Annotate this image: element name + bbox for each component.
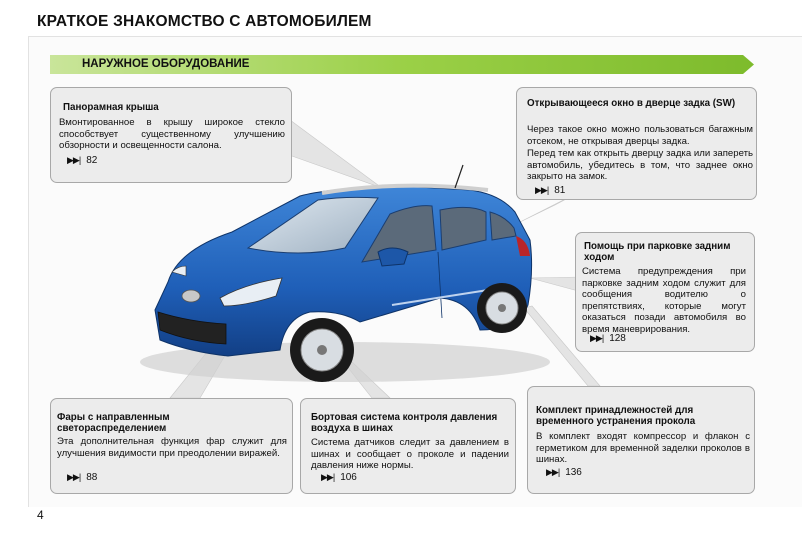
page-title: КРАТКОЕ ЗНАКОМСТВО С АВТОМОБИЛЕМ	[37, 13, 372, 30]
callout-headlamps-title: Фары с направленным светораспределением	[57, 412, 170, 435]
section-title: НАРУЖНОЕ ОБОРУДОВАНИЕ	[82, 58, 250, 70]
callout-window-ref[interactable]	[535, 185, 565, 197]
callout-parking-ref-page: 128	[609, 333, 626, 344]
callout-parking-ref[interactable]	[590, 333, 626, 345]
callout-panoramic-roof	[50, 87, 292, 183]
callout-parking-assist	[575, 232, 755, 352]
callout-rear-window	[516, 87, 757, 200]
callout-parking-text: Система предупреждения при парковке задним ходом служит для сообщения водителю о препятствиях, которые могут оказаться позади автомобиля во время маневрирования.	[582, 266, 746, 335]
callout-kit-ref[interactable]	[546, 467, 582, 479]
page-reference-icon: ▶▶|	[67, 155, 81, 165]
page-reference-icon: ▶▶|	[590, 333, 604, 343]
callout-headlamps	[50, 398, 293, 494]
callout-kit-text: В комплект входят компрессор и флакон с герметиком для временной заделки проколов в шинах.	[536, 431, 750, 466]
callout-kit-title: Комплект принадлежностей для временного устранения прокола	[536, 405, 696, 428]
callout-roof-text: Вмонтированное в крышу широкое стекло способствует существенному улучшению обзорности и освещенности салона.	[59, 117, 285, 152]
callout-tyres-title: Бортовая система контроля давления воздуха в шинах	[311, 412, 498, 435]
callout-roof-ref[interactable]	[67, 155, 97, 167]
callout-window-text-1: Через такое окно можно пользоваться багажным отсеком, не открывая дверцы задка.	[527, 124, 753, 147]
callout-window-text-2: Перед тем как открыть дверцу задка или запереть автомобиль, убедитесь в том, что заднее окно закрыто на замок.	[527, 148, 753, 183]
callout-headlamps-ref[interactable]	[67, 472, 97, 484]
callout-roof-title: Панорамная крыша	[63, 102, 159, 113]
callout-window-title: Открывающееся окно в дверце задка (SW)	[527, 98, 736, 109]
callout-tyres-text: Система датчиков следит за давлением в шинах и сообщает о проколе и падении давления ниже нормы.	[311, 437, 509, 472]
callout-tyres-ref-page: 106	[340, 472, 357, 483]
callout-parking-title: Помощь при парковке задним ходом	[584, 241, 731, 264]
callout-repair-kit	[527, 386, 755, 494]
callout-headlamps-text: Эта дополнительная функция фар служит для улучшения видимости при преодолении виражей.	[57, 436, 287, 459]
callout-kit-ref-page: 136	[565, 467, 582, 478]
page-number: 4	[37, 508, 44, 522]
page-reference-icon: ▶▶|	[67, 472, 81, 482]
page-reference-icon: ▶▶|	[535, 185, 549, 195]
callout-window-ref-page: 81	[554, 185, 566, 196]
callout-tyre-pressure	[300, 398, 516, 494]
callout-roof-ref-page: 82	[86, 155, 98, 166]
page-reference-icon: ▶▶|	[321, 472, 335, 482]
page-reference-icon: ▶▶|	[546, 467, 560, 477]
callout-tyres-ref[interactable]	[321, 472, 357, 484]
callout-headlamps-ref-page: 88	[86, 472, 98, 483]
